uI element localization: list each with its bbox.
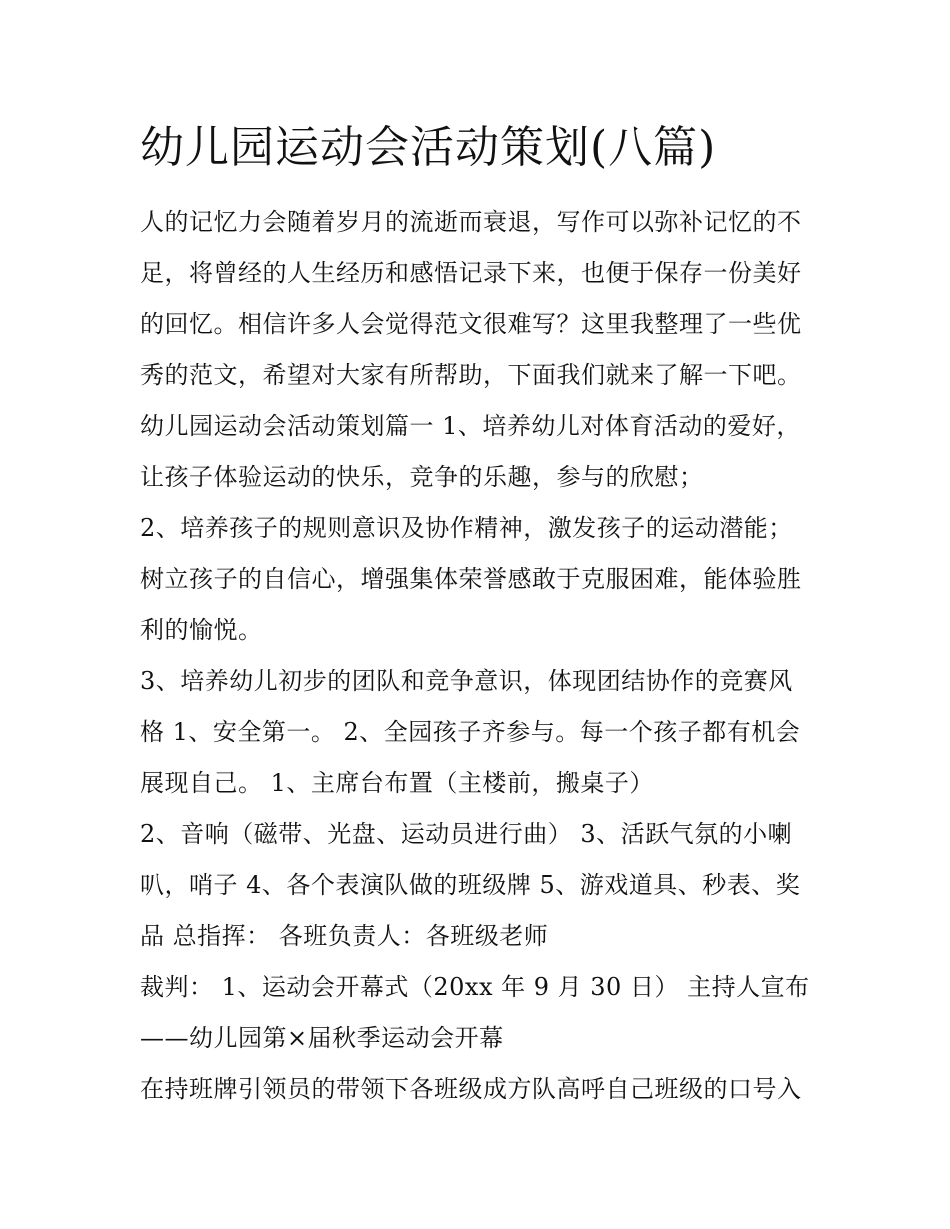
text-line: 利的愉悦。 [140, 616, 263, 644]
text-line: 人的记忆力会随着岁月的流逝而衰退，写作可以弥补记忆的不 [140, 208, 802, 236]
text-line: 树立孩子的自信心，增强集体荣誉感敢于克服困难，能体验胜 [140, 565, 802, 593]
text-line: 3、培养幼儿初步的团队和竞争意识，体现团结协作的竞赛风 [140, 667, 793, 695]
text-line: 秀的范文，希望对大家有所帮助，下面我们就来了解一下吧。 [140, 361, 802, 389]
text-line: 足，将曾经的人生经历和感悟记录下来，也便于保存一份美好 [140, 259, 802, 287]
text-line: 在持班牌引领员的带领下各班级成方队高呼自己班级的口号入 [140, 1075, 802, 1103]
text-line: 2、音响（磁带、光盘、运动员进行曲） 3、活跃气氛的小喇 [140, 820, 793, 848]
text-line: 裁判： 1、运动会开幕式（20xx 年 9 月 30 日） 主持人宣布 [140, 973, 810, 1001]
text-line: 让孩子体验运动的快乐，竞争的乐趣，参与的欣慰； [140, 463, 704, 491]
text-line: 叭，哨子 4、各个表演队做的班级牌 5、游戏道具、秒表、奖 [140, 871, 801, 899]
text-line: ——幼儿园第×届秋季运动会开幕 [140, 1024, 504, 1052]
text-line: 幼儿园运动会活动策划篇一 1、培养幼儿对体育活动的爱好， [140, 412, 801, 440]
text-line: 展现自己。 1、主席台布置（主楼前，搬桌子） [140, 769, 654, 797]
text-line: 的回忆。相信许多人会觉得范文很难写？这里我整理了一些优 [140, 310, 802, 338]
document-title: 幼儿园运动会活动策划(八篇) [140, 122, 717, 173]
text-line: 格 1、安全第一。 2、全园孩子齐参与。每一个孩子都有机会 [140, 718, 801, 746]
text-line: 2、培养孩子的规则意识及协作精神，激发孩子的运动潜能； [140, 514, 793, 542]
text-line: 品 总指挥： 各班负责人：各班级老师 [140, 922, 549, 950]
